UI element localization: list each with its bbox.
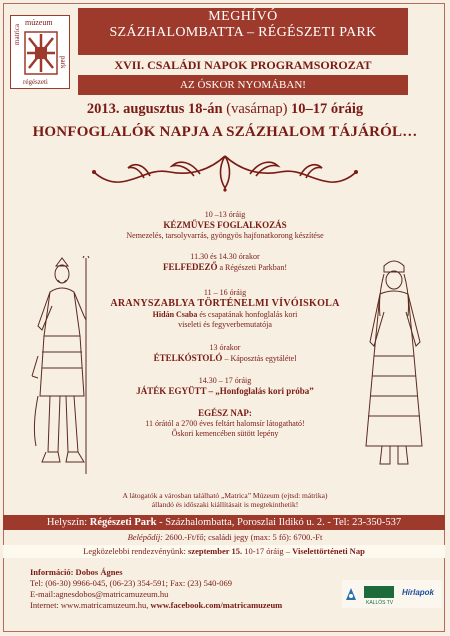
- program-time: 13 órakor: [209, 343, 241, 352]
- program-item-tasting: [100, 343, 350, 364]
- program-desc2: viseleti és fegyverbemutatója: [178, 320, 272, 329]
- next-name: Viselettörténeti Nap: [292, 546, 365, 556]
- entry-fee: [0, 532, 450, 543]
- notice-line2: állandó és időszaki kiállításait is megtekinthetik!: [151, 500, 299, 509]
- location-label: Helyszín:: [46, 517, 88, 528]
- sponsor-hirlapok-text: Hírlapok: [402, 588, 435, 597]
- program-desc-name: Hidán Csaba: [152, 310, 198, 319]
- invitation-heading: MEGHÍVÓ: [208, 9, 278, 24]
- program-time: 11.30 és 14.30 órakor: [190, 252, 260, 261]
- program-time: 14.30 – 17 óráig: [198, 376, 252, 385]
- sponsor-logos: [342, 580, 442, 608]
- program-head: ARANYSZABLYA TÖRTÉNELMI VÍVÓISKOLA: [110, 298, 340, 309]
- sponsor-kallos-logo: [364, 586, 394, 598]
- program-item-crafts: [100, 210, 350, 241]
- program-head: FELFEDEZŐ: [162, 262, 218, 272]
- park-heading: SZÁZHALOMBATTA – RÉGÉSZETI PARK: [109, 25, 377, 40]
- program-head: EGÉSZ NAP:: [198, 408, 252, 418]
- internet-prefix[interactable]: Internet: www.matricamuzeum.hu,: [30, 600, 151, 610]
- event-date: [0, 101, 450, 118]
- program-desc: és csapatának honfoglalás kori: [199, 310, 298, 319]
- fee-label: Belépődíj:: [127, 532, 164, 542]
- program-desc: 11 órától a 2700 éves feltárt halomsír látogatható!: [145, 419, 305, 428]
- folk-ornament-icon: [90, 150, 360, 192]
- next-event: [3, 545, 445, 558]
- sponsor-kallos-text: KALLÓS TV: [366, 600, 394, 606]
- museum-notice: [80, 491, 370, 509]
- motto-heading: AZ ÓSKOR NYOMÁBAN!: [180, 79, 306, 91]
- next-label: Legközelebbi rendezvényünk:: [83, 546, 186, 556]
- info-tel: Tel: (06-30) 9966-045, (06-23) 354-591; Fax: (23) 540-069: [30, 578, 232, 588]
- event-title: HONFOGLALÓK NAPJA A SZÁZHALOM TÁJÁRÓL…: [32, 124, 418, 140]
- date-hours: 10–17 óráig: [291, 101, 364, 117]
- logo-text-bottom: régészeti: [23, 78, 48, 86]
- notice-line1: A látogatók a városban található „Matrica” Múzeum (ejtsd: mátrika): [122, 491, 328, 500]
- program-desc2: Őskori kemencében sütött lepény: [171, 429, 279, 438]
- program-item-explorer: [100, 252, 350, 273]
- info-head: Információ: Dobos Ágnes: [30, 567, 123, 577]
- woman-figure-icon: [358, 256, 432, 478]
- location-bar: [3, 515, 445, 530]
- program-head: KÉZMŰVES FOGLALKOZÁS: [163, 220, 287, 230]
- next-rest: 10-17 óráig –: [244, 546, 291, 556]
- info-email[interactable]: E-mail:agnesdobos@matricamuzeum.hu: [30, 589, 169, 599]
- logo-text-left: matrica: [13, 24, 21, 45]
- location-rest: - Százhalombatta, Poroszlai Ildikó u. 2. - Tel: 23-350-537: [159, 517, 402, 528]
- program-item-allday: [100, 408, 350, 439]
- facebook-link[interactable]: www.facebook.com/matricamuzeum: [150, 600, 283, 610]
- warrior-figure-icon: [28, 256, 108, 478]
- fee-value: 2600.-Ft/fő; családi jegy (max: 5 fő): 6700.-Ft: [165, 532, 323, 542]
- program-desc: Nemezelés, tarsolyvarrás, gyöngyös hajfonatkorong készítése: [126, 231, 324, 240]
- program-head: ÉTELKÓSTOLÓ: [153, 353, 223, 363]
- sponsor-emblem-icon: [344, 586, 358, 602]
- logo-text-right: park: [59, 56, 67, 69]
- date-day: (vasárnap): [226, 101, 288, 117]
- program-head: JÁTÉK EGYÜTT – „Honfoglalás kori próba”: [136, 386, 314, 396]
- logo-emblem-icon: [23, 30, 59, 76]
- program-item-game: [100, 376, 350, 397]
- matrica-museum-logo: [10, 15, 70, 89]
- program-desc: a Régészeti Parkban!: [219, 263, 288, 272]
- location-name: Régészeti Park: [89, 517, 157, 528]
- info-internet: [30, 600, 330, 611]
- logo-text-top: múzeum: [25, 18, 53, 27]
- program-item-fencing: [100, 288, 350, 330]
- date-prefix: 2013. augusztus 18-án: [86, 101, 223, 117]
- program-time: 11 – 16 óráig: [203, 288, 247, 297]
- program-desc: – Káposztás egytálétel: [224, 354, 297, 363]
- contact-info: [30, 567, 330, 611]
- series-heading: XVII. CSALÁDI NAPOK PROGRAMSOROZAT: [114, 58, 372, 72]
- next-date: szeptember 15.: [187, 546, 243, 556]
- program-time: 10 –13 óráig: [204, 210, 246, 219]
